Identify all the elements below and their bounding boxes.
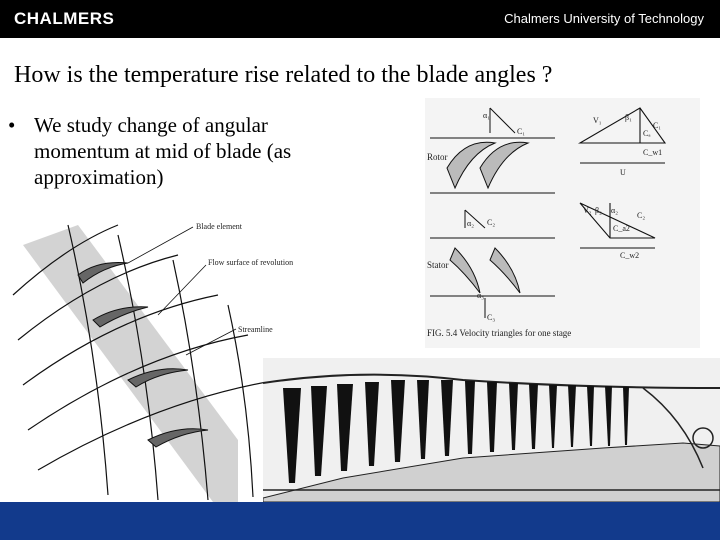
organization-name: Chalmers University of Technology [504, 11, 704, 26]
bullet-text: We study change of angular momentum at mid of blade (as approximation) [34, 113, 292, 189]
footer-bar [0, 502, 720, 540]
label-c1-triangle: C₁ [653, 121, 662, 130]
label-c1-inlet: C₁ [517, 127, 526, 136]
label-alpha2-triangle: α₂ [611, 206, 618, 215]
header-bar [0, 0, 720, 38]
chalmers-logo: CHALMERS [14, 9, 115, 28]
label-flow-surface: Flow surface of revolution [208, 258, 294, 267]
label-c2-triangle: C₂ [637, 211, 646, 220]
label-blade-element: Blade element [196, 222, 242, 231]
label-cw2: C_w2 [620, 251, 640, 260]
label-c3: C₃ [487, 313, 496, 322]
compressor-section-figure [263, 358, 720, 502]
label-beta2: β₂ [595, 206, 602, 215]
bullet-symbol: • [8, 113, 16, 137]
label-ca: Cₐ [643, 129, 651, 138]
label-u: U [620, 168, 626, 177]
label-stator: Stator [427, 260, 449, 270]
label-v2: V₂ [583, 206, 592, 215]
figure-caption: FIG. 5.4 Velocity triangles for one stage [427, 328, 572, 338]
label-alpha2: α₂ [467, 219, 474, 228]
blade-element-figure [8, 205, 298, 502]
label-cw1: C_w1 [643, 148, 663, 157]
slide-title: How is the temperature rise related to the blade angles ? [14, 62, 553, 88]
label-v1: V₁ [593, 116, 602, 125]
label-ca2: C_a2 [613, 224, 630, 233]
label-streamline: Streamline [238, 325, 273, 334]
bullet-item [8, 112, 343, 190]
label-alpha3: α₃ [477, 291, 484, 300]
label-c2-stator: C₂ [487, 218, 496, 227]
label-alpha1: α₁ [483, 111, 490, 120]
velocity-triangles-figure [425, 98, 700, 348]
label-rotor: Rotor [427, 152, 448, 162]
label-beta1: β₁ [625, 113, 632, 122]
